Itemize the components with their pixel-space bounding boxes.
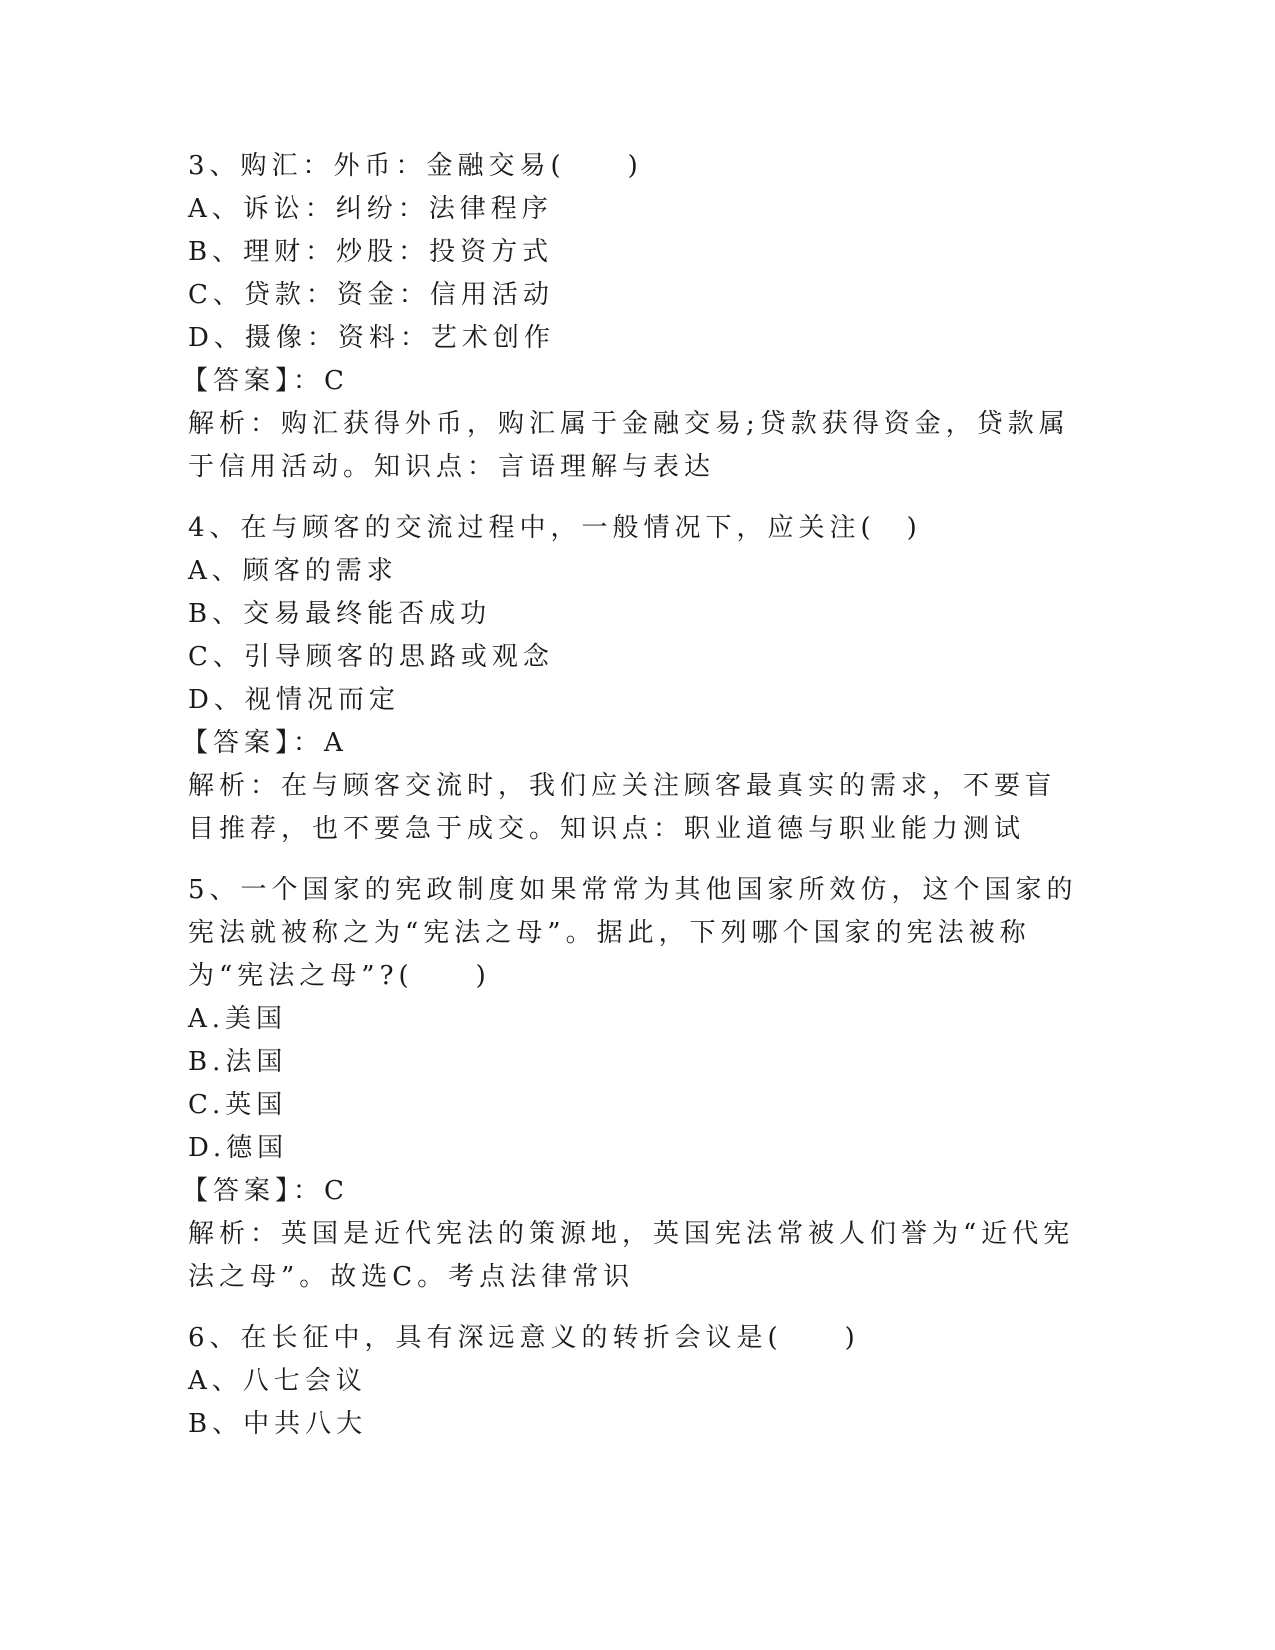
option-b: B、交易最终能否成功 [188,599,492,629]
option-d: D、摄像：资料：艺术创作 [188,323,555,353]
answer: 【答案】：C [182,366,349,396]
option-d: D.德国 [188,1133,289,1163]
question-4 [182,507,1088,851]
answer: 【答案】：C [182,1176,349,1206]
analysis: 解析：购汇获得外币，购汇属于金融交易;贷款获得资金，贷款属于信用活动。知识点：言语理解与表达 [188,409,1070,482]
option-a: A、诉讼：纠纷：法律程序 [188,194,553,224]
question-stem: 3、购汇：外币：金融交易( ) [188,151,643,181]
question-5 [182,869,1088,1299]
question-stem: 4、在与顾客的交流过程中，一般情况下，应关注( ) [188,513,922,543]
answer: 【答案】：A [182,728,348,758]
question-stem: 6、在长征中，具有深远意义的转折会议是( ) [188,1323,860,1353]
option-c: C.英国 [188,1090,288,1120]
question-stem: 5、一个国家的宪政制度如果常常为其他国家所效仿，这个国家的宪法就被称之为“宪法之母”。据此，下列哪个国家的宪法被称为“宪法之母”?( ) [188,875,1078,991]
option-a: A、八七会议 [188,1366,367,1396]
option-b: B、理财：炒股：投资方式 [188,237,554,267]
question-6 [188,1317,1088,1446]
option-b: B、中共八大 [188,1409,368,1439]
option-b: B.法国 [188,1047,288,1077]
option-c: C、引导顾客的思路或观念 [188,642,554,672]
analysis: 解析：在与顾客交流时，我们应关注顾客最真实的需求，不要盲目推荐，也不要急于成交。知识点：职业道德与职业能力测试 [188,771,1057,844]
analysis: 解析：英国是近代宪法的策源地，英国宪法常被人们誉为“近代宪法之母”。故选C。考点法律常识 [188,1219,1075,1292]
option-a: A、顾客的需求 [188,556,398,586]
option-d: D、视情况而定 [188,685,400,715]
option-a: A.美国 [188,1004,288,1034]
question-list [182,145,1088,1464]
question-3 [182,145,1088,489]
option-c: C、贷款：资金：信用活动 [188,280,554,310]
